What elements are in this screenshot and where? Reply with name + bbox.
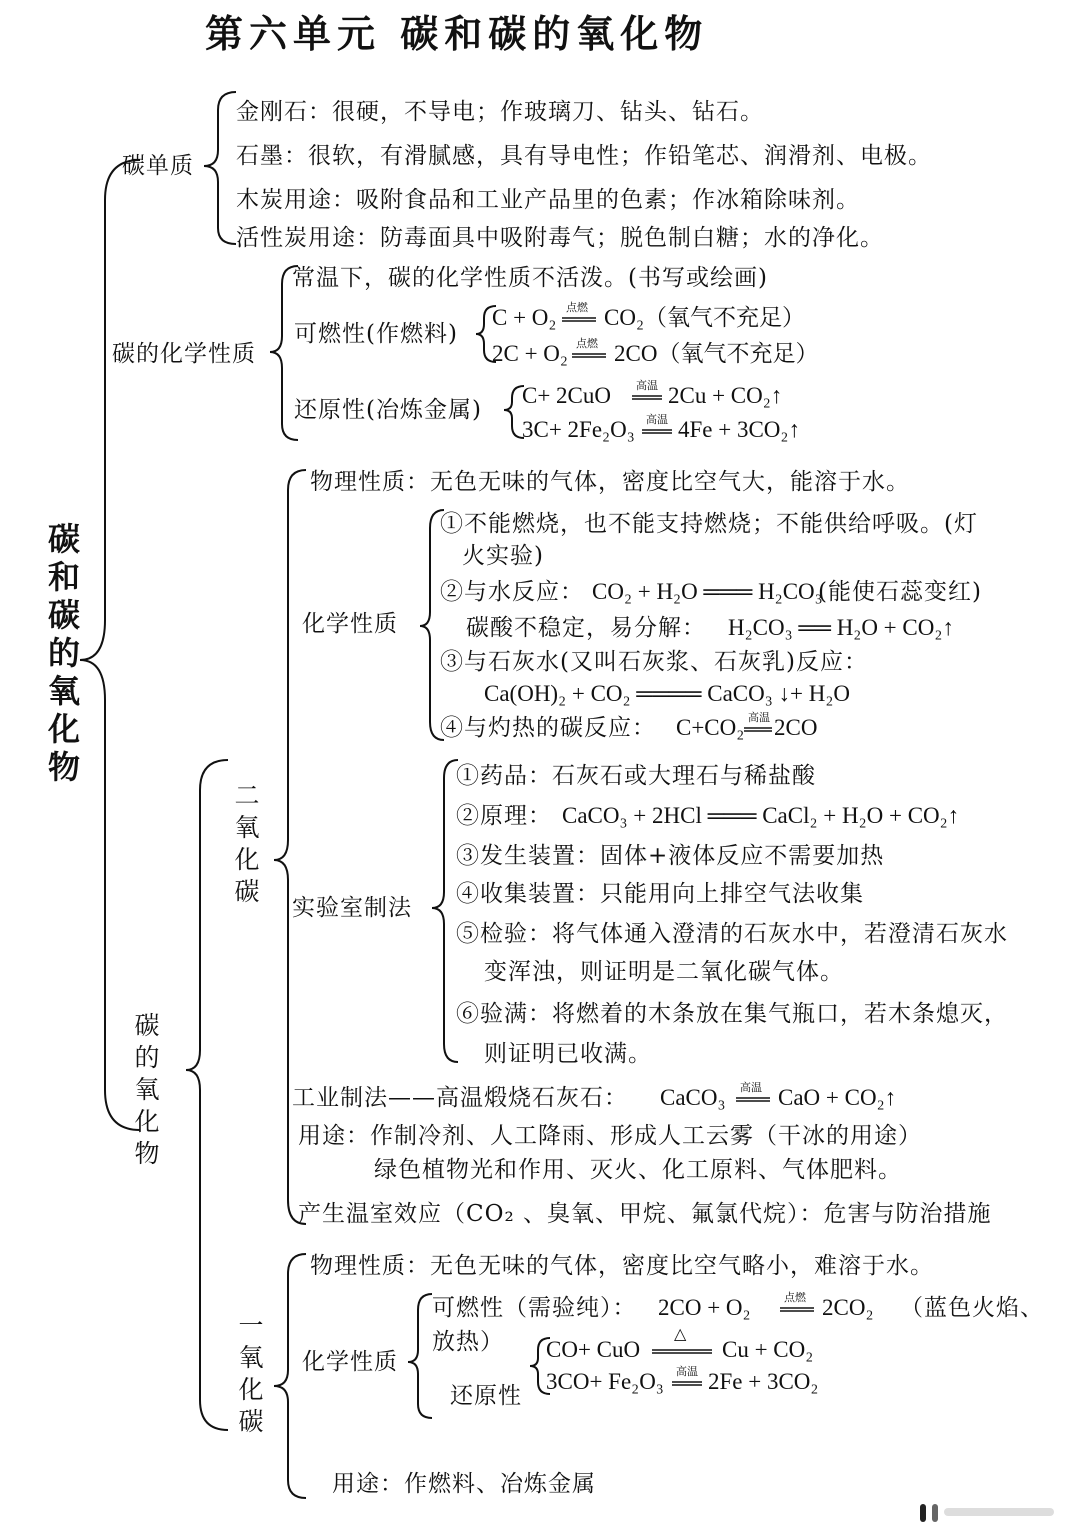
co2-carbonic-eq: H₂CO₃ ══ H₂O + CO₂↑	[728, 615, 954, 640]
co2-hot-carbon-cond: 高温	[748, 711, 770, 724]
co-physical: 物理性质：无色无味的气体，密度比空气略小，难溶于水。	[310, 1253, 934, 1279]
co2-industry-cond: 高温	[740, 1081, 762, 1094]
lab-item-5a: ⑤检验：将气体通入澄清的石灰水中，若澄清石灰水	[456, 921, 1008, 947]
carbon-combust-eq1-rhs: CO₂（氧气不充足）	[604, 305, 805, 330]
diamond-text: 金刚石：很硬，不导电；作玻璃刀、钻头、钻石。	[236, 99, 764, 125]
co-reduce-eq1-lhs: CO+ CuO	[546, 1337, 641, 1362]
lab-item-1: ①药品：石灰石或大理石与稀盐酸	[456, 763, 816, 789]
co2-industry-rhs: CaO + CO₂↑	[778, 1085, 897, 1110]
co2-lab-label: 实验室制法	[292, 895, 412, 921]
graphite-text: 石墨：很软，有滑腻感，具有导电性；作铅笔芯、润滑剂、电极。	[236, 143, 932, 169]
co2-chem-item-4: ④与灼热的碳反应：	[440, 715, 656, 741]
lab-item-4: ④收集装置：只能用向上排空气法收集	[456, 881, 864, 907]
co-reduce-eq2-cond: 高温	[676, 1365, 698, 1378]
co-combust-rhs: 2CO₂	[822, 1295, 874, 1320]
carbon-reduce-eq2-lhs: 3C+ 2Fe₂O₃	[522, 417, 635, 442]
co2-industry: 工业制法——高温煅烧石灰石：	[292, 1085, 628, 1111]
co-combust-lhs: 2CO + O₂	[658, 1295, 751, 1320]
co2-uses-1: 用途：作制冷剂、人工降雨、形成人工云雾（干冰的用途）	[298, 1123, 922, 1149]
co-combust-cond: 点燃	[784, 1291, 806, 1304]
co2-uses-2: 绿色植物光和作用、灭火、化工原料、气体肥料。	[374, 1157, 902, 1183]
co2-chem-item-1b: 火实验)	[462, 543, 544, 569]
co2-water-eq: CO₂ + H₂O ═══ H₂CO₃	[592, 579, 823, 604]
carbon-inert-text: 常温下，碳的化学性质不活泼。(书写或绘画)	[292, 265, 768, 291]
co2-hot-carbon-lhs: C+CO₂	[676, 715, 745, 740]
carbon-reduce-eq1-cond: 高温	[636, 379, 658, 392]
co-reduce-eq1-cond: △	[674, 1324, 687, 1343]
lab-item-5b: 变浑浊，则证明是二氧化碳气体。	[484, 959, 844, 985]
carbon-reduce-eq1-lhs: C+ 2CuO	[522, 383, 612, 408]
co-chem-label: 化学性质	[302, 1349, 398, 1375]
carbon-elements-label: 碳单质	[122, 153, 194, 179]
co2-water-note: (能使石蕊变红)	[818, 579, 982, 605]
co2-chem-label: 化学性质	[302, 611, 398, 637]
carbon-reduce-eq2-rhs: 4Fe + 3CO₂↑	[678, 417, 800, 442]
co-combust-note-2: 放热）	[432, 1329, 504, 1355]
co2-physical: 物理性质：无色无味的气体，密度比空气大，能溶于水。	[310, 469, 910, 495]
carbon-combust-eq1-lhs: C + O₂	[492, 305, 557, 330]
lab-item-6b: 则证明已收满。	[484, 1041, 652, 1067]
page-title: 第六单元 碳和碳的氧化物	[205, 11, 709, 56]
carbon-chem-label: 碳的化学性质	[112, 341, 256, 367]
carbon-combust-eq2-cond: 点燃	[576, 337, 598, 350]
carbon-combust-eq2-rhs: 2CO（氧气不充足）	[614, 341, 819, 366]
co-combust-note-1: （蓝色火焰、	[900, 1295, 1044, 1321]
activated-carbon-text: 活性炭用途：防毒面具中吸附毒气；脱色制白糖；水的净化。	[236, 225, 884, 251]
lab-item-2: ②原理：	[456, 803, 552, 829]
carbon-reduce-eq2-cond: 高温	[646, 413, 668, 426]
lab-item-6a: ⑥验满：将燃着的木条放在集气瓶口，若木条熄灭，	[456, 1001, 1008, 1027]
co2-carbonic-text: 碳酸不稳定，易分解：	[466, 615, 706, 641]
co-reduce-eq2-lhs: 3CO+ Fe₂O₃	[546, 1369, 664, 1394]
co-reduce-eq2-rhs: 2Fe + 3CO₂	[708, 1369, 819, 1394]
co-reduce-eq1-rhs: Cu + CO₂	[722, 1337, 814, 1362]
co-combustible: 可燃性（需验纯）：	[432, 1295, 637, 1321]
co2-hot-carbon-rhs: 2CO	[774, 715, 818, 740]
watermark-icon	[920, 1502, 1060, 1524]
carbon-combust-eq1-cond: 点燃	[566, 301, 588, 314]
co-uses: 用途：作燃料、冶炼金属	[332, 1471, 596, 1497]
co2-label: 二氧化碳	[234, 781, 260, 906]
co-label: 一氧化碳	[238, 1311, 264, 1436]
carbon-reduce-eq1-rhs: 2Cu + CO₂↑	[668, 383, 783, 408]
carbon-reducing-label: 还原性(冶炼金属)	[294, 397, 482, 423]
charcoal-text: 木炭用途：吸附食品和工业产品里的色素；作冰箱除味剂。	[236, 187, 860, 213]
co2-chem-item-3: ③与石灰水(又叫石灰浆、石灰乳)反应：	[440, 649, 868, 675]
co2-limewater-eq: Ca(OH)₂ + CO₂ ════ CaCO₃ ↓+ H₂O	[484, 681, 850, 706]
lab-item-2-eq: CaCO₃ + 2HCl ═══ CaCl₂ + H₂O + CO₂↑	[562, 803, 960, 828]
co2-industry-lhs: CaCO₃	[660, 1085, 726, 1110]
oxides-label: 碳的氧化物	[134, 1011, 160, 1168]
carbon-combust-eq2-lhs: 2C + O₂	[492, 341, 568, 366]
co2-chem-item-2: ②与水反应：	[440, 579, 584, 605]
root-label: 碳和碳的氧化物	[47, 520, 80, 786]
carbon-combustible-label: 可燃性(作燃料)	[294, 321, 458, 347]
lab-item-3: ③发生装置：固体+液体反应不需要加热	[456, 843, 885, 869]
co-reducing-label: 还原性	[450, 1383, 522, 1409]
co2-chem-item-1a: ①不能燃烧，也不能支持燃烧；不能供给呼吸。(灯	[440, 511, 978, 537]
co2-greenhouse: 产生温室效应（CO₂ 、臭氧、甲烷、氟氯代烷）：危害与防治措施	[298, 1201, 992, 1227]
